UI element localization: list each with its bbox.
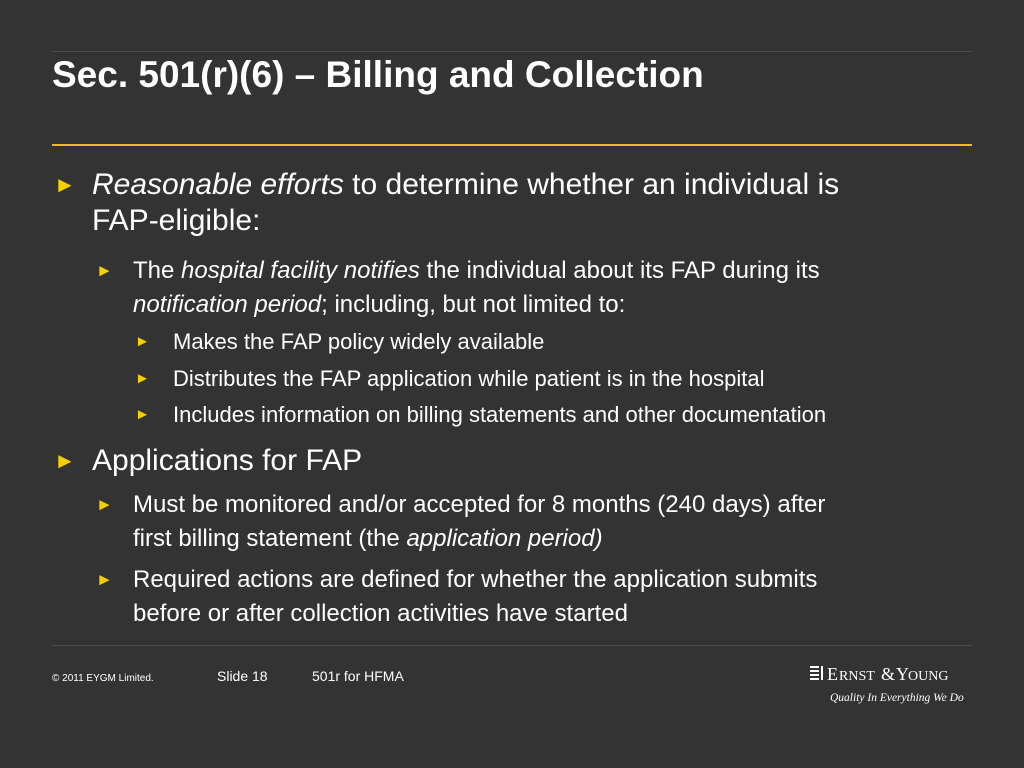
slide-title: Sec. 501(r)(6) – Billing and Collection [52,54,704,95]
sub-bullet-text: Distributes the FAP application while patient is in the hospital [173,366,765,391]
svg-text:OUNG: OUNG [908,669,949,684]
emphasis-reasonable-efforts: Reasonable efforts [92,168,344,201]
bullet-line: FAP-eligible: [92,204,261,237]
sub-bullet-item [135,327,973,357]
bullet-arrow-icon: ► [54,172,76,197]
bullet-line: before or after collection activities have started [133,600,628,627]
svg-text:Y: Y [896,664,909,684]
bullet-arrow-icon: ► [135,370,150,387]
emphasis-notification-period: notification period [133,291,322,318]
bullet-text: The [133,257,182,284]
svg-text:Quality In Everything We Do: Quality In Everything We Do [830,692,964,704]
bullet-applications-for-fap [54,443,972,479]
footer-divider [52,645,972,646]
bullet-line [133,254,973,288]
title-underline [52,144,972,146]
emphasis-hospital-facility-notifies: hospital facility notifies [181,257,420,284]
bullet-text: Applications for FAP [92,444,363,477]
bullet-line: Required actions are defined for whether the application submits [133,566,818,593]
bullet-line [133,522,973,556]
emphasis-application-period: application period) [406,525,603,552]
bullet-line [133,288,973,322]
slide-number: Slide 18 [217,668,268,684]
bullet-text: first billing statement (the [133,525,407,552]
bullet-text: to determine whether an individual is [343,168,840,201]
bullet-reasonable-efforts [54,167,972,239]
bullet-required-actions [96,563,973,631]
ernst-young-logo [808,662,978,708]
bullet-text: ; including, but not limited to: [321,291,626,318]
bullet-arrow-icon: ► [135,406,150,423]
sub-bullet-text: Includes information on billing statements and other documentation [173,402,827,427]
sub-bullet-item [135,400,973,430]
presentation-name: 501r for HFMA [312,668,404,684]
svg-text:E: E [827,664,838,684]
sub-bullet-text: Makes the FAP policy widely available [173,329,545,354]
bullet-arrow-icon: ► [135,333,150,350]
bullet-arrow-icon: ► [96,570,113,589]
svg-text:RNST: RNST [839,669,875,684]
bullet-must-be-monitored [96,488,973,556]
bullet-arrow-icon: ► [96,495,113,514]
svg-text:&: & [881,664,896,684]
bullet-arrow-icon: ► [96,261,113,280]
copyright-text: © 2011 EYGM Limited. [52,673,154,684]
bullet-text: the individual about its FAP during its [419,257,820,284]
bullet-line [92,167,972,203]
bullet-arrow-icon: ► [54,448,76,473]
bullet-line: Must be monitored and/or accepted for 8 months (240 days) after [133,491,826,518]
sub-bullet-item [135,364,973,394]
bullet-hospital-notifies [96,254,973,322]
ey-mark-icon [810,666,823,680]
